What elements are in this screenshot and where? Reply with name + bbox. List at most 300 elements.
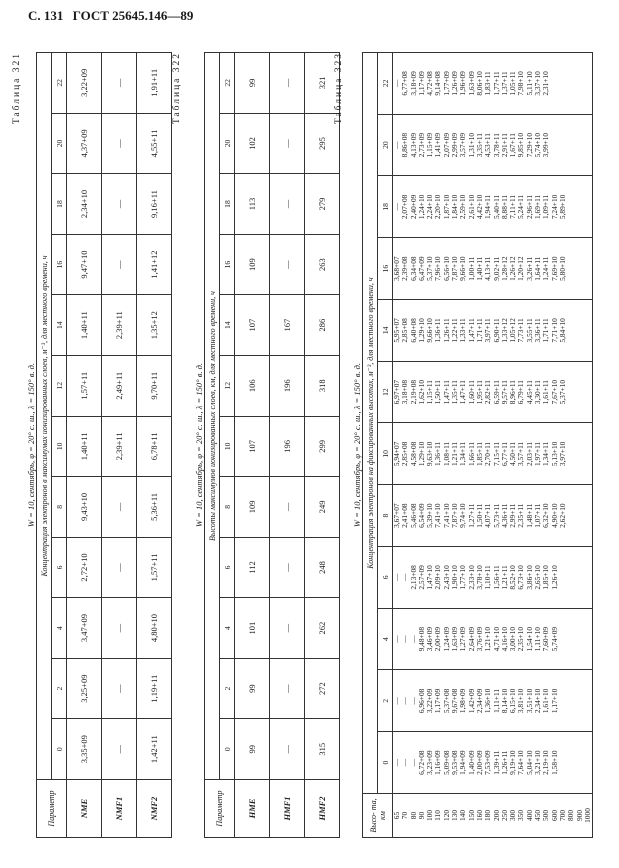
table-row [576, 53, 584, 838]
table-cell: 1,47+10 [426, 547, 434, 609]
table-cell: 7,41+10 [434, 485, 442, 547]
table-323-hour-row [378, 53, 393, 838]
table-cell: 2,99+11 [509, 485, 517, 547]
row-label: NME [67, 780, 102, 838]
row-label: HME [235, 780, 270, 838]
table-cell: — [270, 537, 305, 598]
table-cell [576, 547, 584, 609]
table-cell: 321 [305, 53, 340, 114]
table-cell: — [410, 732, 418, 794]
table-cell: 2,65+10 [534, 547, 542, 609]
table-row [270, 53, 305, 838]
table-cell: 1,67+11 [509, 114, 517, 176]
table-cell [584, 300, 593, 362]
table-cell: — [270, 174, 305, 235]
table-cell: 1,21+11 [451, 423, 459, 485]
row-label: HMF1 [270, 780, 305, 838]
table-cell: 7,64+10 [517, 732, 525, 794]
table-cell [576, 300, 584, 362]
table-cell: 6,77+11 [501, 423, 509, 485]
hour-column-header: 20 [220, 113, 235, 174]
hour-column-header: 16 [52, 234, 67, 295]
table-cell: 8,52+10 [509, 547, 517, 609]
table-cell: 1,11+11 [493, 670, 501, 732]
table-cell: — [102, 113, 137, 174]
table-cell: 3,51+10 [526, 670, 534, 732]
table-cell: 1,40+11 [67, 416, 102, 477]
table-cell: 1,27+11 [468, 485, 476, 547]
table-cell: 2,13+08 [410, 547, 418, 609]
table-cell: 2,96+11 [526, 176, 534, 238]
table-cell: 1,57+11 [137, 537, 172, 598]
table-321-param-header: Параметр [37, 780, 67, 838]
table-cell: 4,37+09 [67, 113, 102, 174]
table-321-title: Таблица 321 [12, 52, 22, 125]
table-cell [567, 114, 575, 176]
table-cell [584, 238, 593, 300]
hour-column-header: 0 [52, 719, 67, 780]
table-cell: 5,04+10 [526, 732, 534, 794]
table-cell: 2,39+08 [401, 238, 409, 300]
table-cell: 1,26+09 [451, 53, 459, 115]
table-cell: 1,36+11 [434, 423, 442, 485]
table-cell: 7,87+10 [451, 238, 459, 300]
table-cell: 5,37+08 [443, 670, 451, 732]
table-cell: 3,97+11 [484, 300, 492, 362]
table-cell: 1,22+11 [451, 300, 459, 362]
table-cell: 2,07+09 [443, 114, 451, 176]
table-cell: 99 [235, 53, 270, 114]
table-322-title: Таблица 322 [172, 52, 182, 125]
table-cell: 6,40+08 [410, 300, 418, 362]
table-cell [584, 608, 593, 670]
table-cell: 1,05+12 [509, 300, 517, 362]
table-cell: 7,96+10 [434, 238, 442, 300]
table-cell: 249 [305, 477, 340, 538]
table-322-subcaption: Высоты максимумов ионизированных слоев, км, для местного времени, ч [205, 53, 220, 780]
table-cell: 2,40+09 [410, 176, 418, 238]
table-cell: 3,26+11 [526, 238, 534, 300]
table-cell: 6,90+11 [493, 300, 501, 362]
table-cell: 7,53+09 [484, 732, 492, 794]
table-cell: 6,73+10 [517, 547, 525, 609]
table-cell: 5,09+08 [443, 732, 451, 794]
table-cell: 1,24+09 [443, 608, 451, 670]
table-cell: 1,26+11 [501, 732, 509, 794]
hour-column-header: 12 [378, 361, 393, 423]
table-cell: 2,64+09 [468, 608, 476, 670]
hour-column-header: 18 [378, 176, 393, 238]
table-cell: 7,71+10 [551, 300, 559, 362]
height-label: 80 [410, 794, 418, 838]
table-cell: 113 [235, 174, 270, 235]
table-cell: 6,97+07 [393, 361, 402, 423]
table-cell: 262 [305, 598, 340, 659]
table-cell: 4,72+08 [426, 53, 434, 115]
table-cell: 5,73+11 [493, 485, 501, 547]
table-cell: 4,13+11 [484, 238, 492, 300]
table-cell: 5,13+10 [551, 423, 559, 485]
table-cell [584, 485, 593, 547]
table-cell: 1,98+09 [459, 670, 467, 732]
table-cell: — [410, 670, 418, 732]
table-cell: 2,41+08 [401, 485, 409, 547]
table-cell: 1,17+09 [418, 53, 426, 115]
table-323-subcaption: Концентрация электронов на фиксированных высотах, м⁻³, для местного времени, ч [363, 53, 378, 794]
table-cell: 1,71+11 [476, 300, 484, 362]
hour-column-header: 8 [52, 477, 67, 538]
table-cell: 9,66+10 [426, 300, 434, 362]
table-cell: 1,63+09 [451, 608, 459, 670]
table-cell: 107 [235, 416, 270, 477]
table-cell: 2,62+10 [559, 485, 567, 547]
table-cell: 9,48+08 [418, 608, 426, 670]
table-cell [576, 53, 584, 115]
table-cell: 5,36+11 [137, 477, 172, 538]
table-cell: 2,99+09 [451, 114, 459, 176]
table-cell: 102 [235, 113, 270, 174]
hour-column-header: 8 [220, 477, 235, 538]
table-cell: 5,84+10 [559, 300, 567, 362]
table-cell [567, 176, 575, 238]
row-label: NMF1 [102, 780, 137, 838]
hour-column-header: 14 [52, 295, 67, 356]
table-cell: 7,73+11 [517, 300, 525, 362]
table-cell: 3,55+11 [526, 300, 534, 362]
hour-column-header: 4 [378, 608, 393, 670]
height-label: 700 [559, 794, 567, 838]
table-cell: 1,95+11 [476, 361, 484, 423]
table-cell: 7,69+10 [551, 238, 559, 300]
table-cell: 9,14+08 [434, 53, 442, 115]
table-321-subcaption: Концентрация электронов в максимумах ионизированных слоев, м⁻³, для местного времени, ч [37, 53, 52, 780]
table-cell: 1,36+11 [434, 300, 442, 362]
hour-column-header: 14 [378, 300, 393, 362]
page-number: С. 131 [28, 8, 64, 23]
table-cell: 2,91+11 [501, 114, 509, 176]
table-cell: 6,32+10 [542, 485, 550, 547]
table-cell [576, 361, 584, 423]
table-323-height-header: Высо- та, км [363, 794, 393, 838]
table-cell: 7,87+10 [451, 485, 459, 547]
table-cell: 286 [305, 295, 340, 356]
height-label: 90 [418, 794, 426, 838]
table-cell: 99 [235, 658, 270, 719]
standard-code: ГОСТ 25645.146—89 [72, 8, 194, 23]
table-row [567, 53, 575, 838]
table-cell: 9,53+08 [451, 732, 459, 794]
table-cell: — [393, 53, 402, 115]
table-cell: 1,05+11 [509, 53, 517, 115]
hour-column-header: 2 [52, 658, 67, 719]
height-label: 500 [542, 794, 550, 838]
table-cell [559, 670, 567, 732]
table-cell: 1,64+11 [534, 238, 542, 300]
table-cell: 5,95+07 [393, 300, 402, 362]
table-cell: 2,61+10 [468, 176, 476, 238]
table-cell: 8,14+10 [501, 670, 509, 732]
table-cell: 3,97+10 [559, 423, 567, 485]
table-cell [584, 176, 593, 238]
hour-column-header: 0 [220, 719, 235, 780]
table-cell: 3,81+10 [517, 670, 525, 732]
table-cell: 2,43+10 [443, 547, 451, 609]
table-cell [559, 732, 567, 794]
table-cell: 3,78+11 [493, 114, 501, 176]
table-cell: 1,61+11 [542, 361, 550, 423]
table-cell: 1,28+12 [501, 238, 509, 300]
hour-column-header: 2 [220, 658, 235, 719]
table-cell: 5,40+11 [493, 176, 501, 238]
table-row [102, 53, 137, 838]
table-cell: 9,02+11 [493, 238, 501, 300]
table-cell: 1,26+11 [443, 300, 451, 362]
table-cell: 3,36+11 [534, 300, 542, 362]
table-cell: 1,54+10 [526, 608, 534, 670]
table-cell: 2,82+11 [484, 361, 492, 423]
table-cell: — [401, 547, 409, 609]
table-row [67, 53, 102, 838]
table-cell: 1,40+09 [468, 732, 476, 794]
table-cell: 3,76+09 [476, 608, 484, 670]
table-cell: 3,46+09 [426, 608, 434, 670]
table-321-block [12, 52, 172, 838]
table-cell: 2,20+10 [434, 176, 442, 238]
table-cell: — [393, 732, 402, 794]
table-cell: 6,96+08 [418, 670, 426, 732]
table-cell [576, 114, 584, 176]
hour-column-header: 18 [220, 174, 235, 235]
hour-column-header: 10 [378, 423, 393, 485]
table-cell: 106 [235, 355, 270, 416]
table-cell: 299 [305, 416, 340, 477]
table-cell: 8,86+08 [401, 114, 409, 176]
table-cell: 9,67+08 [451, 670, 459, 732]
table-cell [567, 53, 575, 115]
hour-column-header: 14 [220, 295, 235, 356]
table-cell: 3,35+09 [67, 719, 102, 780]
height-label: 350 [517, 794, 525, 838]
table-cell: 272 [305, 658, 340, 719]
table-cell: 5,80+10 [559, 238, 567, 300]
table-cell: 1,96+09 [459, 53, 467, 115]
table-cell: 1,41+12 [137, 234, 172, 295]
table-cell: 3,22+09 [67, 53, 102, 114]
table-cell: 1,00+11 [468, 238, 476, 300]
table-cell: 6,79+11 [517, 361, 525, 423]
table-cell: 2,35+11 [517, 485, 525, 547]
height-label: 130 [451, 794, 459, 838]
table-cell: 1,66+11 [468, 423, 476, 485]
table-cell: 196 [270, 416, 305, 477]
table-cell [567, 423, 575, 485]
table-cell: 3,18+09 [410, 53, 418, 115]
table-cell: — [102, 598, 137, 659]
table-cell [567, 300, 575, 362]
height-label: 300 [509, 794, 517, 838]
table-cell: 9,47+10 [67, 234, 102, 295]
table-322-hour-row [220, 53, 235, 838]
hour-column-header: 12 [52, 355, 67, 416]
table-cell: 6,47+09 [418, 238, 426, 300]
table-cell [551, 114, 559, 176]
hour-column-header: 12 [220, 355, 235, 416]
table-cell: 1,11+10 [534, 608, 542, 670]
table-cell: 109 [235, 477, 270, 538]
table-cell: 2,39+11 [102, 416, 137, 477]
table-cell [576, 423, 584, 485]
table-cell: 1,61+10 [542, 670, 550, 732]
table-cell: 1,56+11 [493, 547, 501, 609]
table-cell: 3,57+09 [459, 114, 467, 176]
table-cell: 1,42+11 [137, 719, 172, 780]
table-cell [576, 485, 584, 547]
height-label: 120 [443, 794, 451, 838]
table-cell: 3,78+10 [476, 547, 484, 609]
table-cell: 248 [305, 537, 340, 598]
hour-column-header: 22 [52, 53, 67, 114]
table-cell: 1,94+11 [484, 176, 492, 238]
table-cell: 1,27+09 [459, 608, 467, 670]
table-cell: 3,67+07 [393, 485, 402, 547]
table-cell: 1,77+09 [443, 53, 451, 115]
table-cell: 7,60+09 [542, 608, 550, 670]
table-cell: 2,70+11 [484, 423, 492, 485]
table-cell [584, 114, 593, 176]
table-322-caption: W = 10, сентябрь, φ = 20° с. ш., λ = 150° в. д. [194, 362, 204, 528]
table-cell: 6,54+09 [418, 485, 426, 547]
table-cell: 7,67+10 [551, 361, 559, 423]
table-cell: 112 [235, 537, 270, 598]
table-cell: 2,07+08 [401, 176, 409, 238]
table-cell: — [102, 477, 137, 538]
hour-column-header: 16 [378, 238, 393, 300]
table-cell: — [401, 608, 409, 670]
table-cell: 1,40+11 [476, 238, 484, 300]
height-label: 110 [434, 794, 442, 838]
height-label: 450 [534, 794, 542, 838]
table-322 [204, 52, 340, 838]
table-cell: 2,85+08 [401, 300, 409, 362]
table-cell: 3,00+10 [509, 608, 517, 670]
table-cell [567, 732, 575, 794]
table-cell: — [410, 608, 418, 670]
table-cell: 1,71+11 [542, 300, 550, 362]
table-cell [567, 485, 575, 547]
table-cell: 2,03+11 [526, 423, 534, 485]
row-label: NMF2 [137, 780, 172, 838]
table-cell [567, 361, 575, 423]
table-cell: — [393, 176, 402, 238]
table-cell: 1,84+10 [451, 176, 459, 238]
table-cell: 1,10+11 [484, 547, 492, 609]
table-321 [36, 52, 172, 838]
table-cell: 2,09+10 [434, 547, 442, 609]
table-cell: 2,34+10 [534, 670, 542, 732]
table-cell: — [102, 53, 137, 114]
table-cell: 1,21+11 [501, 547, 509, 609]
table-cell: 4,55+11 [137, 113, 172, 174]
table-cell: 2,19+10 [542, 732, 550, 794]
table-cell: 1,19+11 [137, 658, 172, 719]
table-cell: 8,06+10 [476, 53, 484, 115]
table-cell: 9,57+11 [501, 361, 509, 423]
table-cell: 2,49+11 [102, 355, 137, 416]
table-cell: 5,24+11 [517, 176, 525, 238]
table-cell: 2,59+10 [459, 176, 467, 238]
table-cell: 3,23+09 [426, 732, 434, 794]
table-cell: — [102, 537, 137, 598]
table-cell: — [270, 477, 305, 538]
table-cell: 7,24+10 [551, 176, 559, 238]
table-cell: 2,34+09 [476, 670, 484, 732]
table-cell: 4,53+11 [484, 114, 492, 176]
table-cell: 1,50+11 [434, 361, 442, 423]
table-cell: 1,31+10 [468, 114, 476, 176]
table-cell: 4,58+08 [410, 423, 418, 485]
table-cell: 7,98+10 [517, 53, 525, 115]
table-cell: 295 [305, 113, 340, 174]
table-cell: 2,39+11 [102, 295, 137, 356]
table-cell: 1,37+11 [501, 53, 509, 115]
table-cell: 3,21+10 [534, 732, 542, 794]
table-cell: 5,94+07 [393, 423, 402, 485]
table-cell: 9,74+10 [459, 485, 467, 547]
height-label: 800 [567, 794, 575, 838]
table-cell: 196 [270, 355, 305, 416]
table-321-hour-row [52, 53, 67, 838]
table-cell: 4,07+11 [484, 485, 492, 547]
table-cell: 1,77+10 [459, 547, 467, 609]
table-cell: 1,69+11 [534, 176, 542, 238]
table-cell: 1,15+11 [426, 361, 434, 423]
table-cell: — [270, 234, 305, 295]
table-cell [567, 238, 575, 300]
table-cell: 3,86+10 [526, 547, 534, 609]
hour-column-header: 8 [378, 485, 393, 547]
hour-column-header: 22 [378, 53, 393, 115]
table-cell: 1,34+11 [542, 423, 550, 485]
table-cell [576, 732, 584, 794]
table-row [235, 53, 270, 838]
table-cell: 4,42+10 [476, 176, 484, 238]
height-label: 200 [493, 794, 501, 838]
table-cell: 5,74+10 [534, 114, 542, 176]
table-cell: 1,62+10 [418, 361, 426, 423]
table-cell: 5,46+08 [410, 485, 418, 547]
table-cell: 4,13+09 [410, 114, 418, 176]
hour-column-header: 18 [52, 174, 67, 235]
hour-column-header: 6 [52, 537, 67, 598]
table-cell: 6,77+08 [401, 53, 409, 115]
table-cell [584, 423, 593, 485]
table-cell: 7,41+10 [443, 485, 451, 547]
table-cell [584, 670, 593, 732]
table-cell: 8,96+11 [509, 361, 517, 423]
table-cell: 9,16+11 [137, 174, 172, 235]
hour-column-header: 16 [220, 234, 235, 295]
hour-column-header: 10 [220, 416, 235, 477]
height-label: 160 [476, 794, 484, 838]
table-cell: — [270, 719, 305, 780]
table-cell: 2,57+09 [418, 547, 426, 609]
table-cell: 9,70+11 [137, 355, 172, 416]
table-cell: 4,36+11 [501, 485, 509, 547]
table-cell: 1,87+10 [443, 176, 451, 238]
table-cell [576, 608, 584, 670]
table-cell: 1,58+10 [551, 732, 559, 794]
table-cell: 1,85+11 [476, 423, 484, 485]
